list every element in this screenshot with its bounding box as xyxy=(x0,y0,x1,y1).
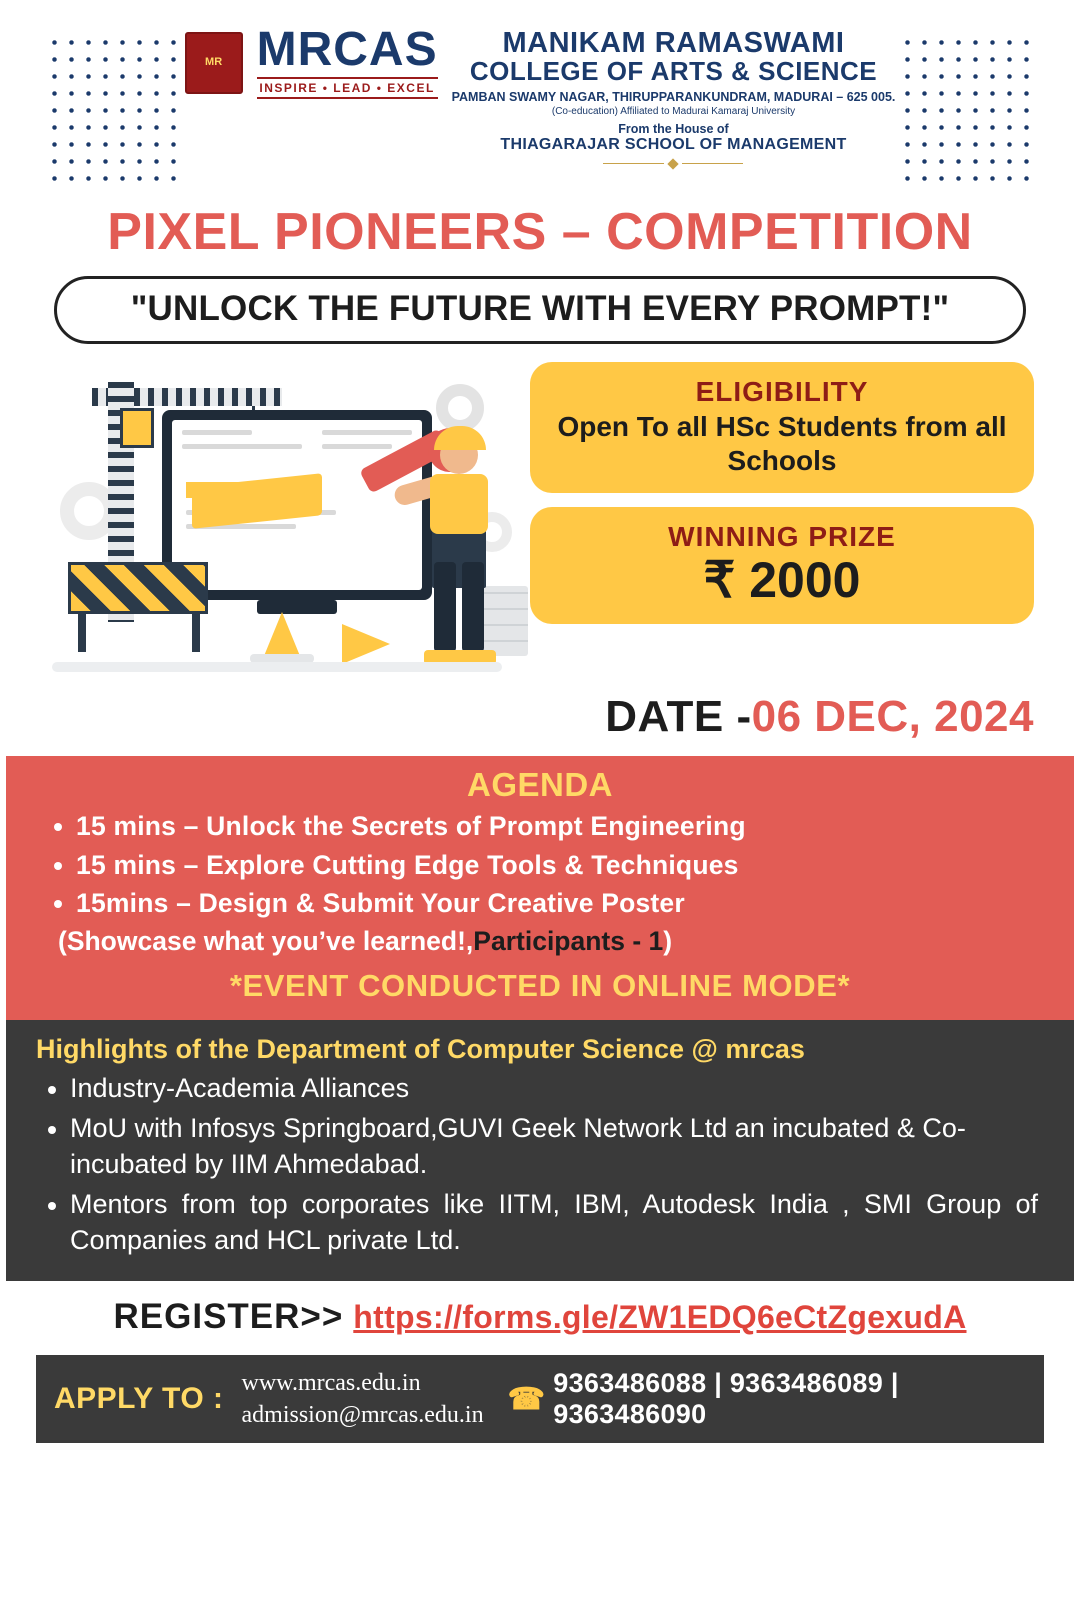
eligibility-heading: ELIGIBILITY xyxy=(695,376,869,407)
highlights-title: Highlights of the Department of Computer Science @ mrcas xyxy=(36,1034,805,1065)
logo-wordmark xyxy=(256,23,438,99)
online-mode-note: *EVENT CONDUCTED IN ONLINE MODE* xyxy=(229,968,851,1004)
mid-section xyxy=(6,362,1074,682)
institution-logo-block xyxy=(6,23,1074,168)
phone-numbers-text: 9363486088 | 9363486089 | 9363486090 xyxy=(553,1368,899,1430)
agenda-section xyxy=(6,756,1074,1020)
list-item: 15mins – Design & Submit Your Creative Poster xyxy=(34,885,1046,922)
house-of-name: THIAGARAJAR SCHOOL OF MANAGEMENT xyxy=(500,135,847,153)
prize-amount: ₹ 2000 xyxy=(703,552,861,609)
eligibility-body: Open To all HSc Students from all Schools xyxy=(557,411,1007,476)
college-name-line2: COLLEGE OF ARTS & SCIENCE xyxy=(469,56,878,87)
agenda-list xyxy=(34,808,1046,922)
agenda-title: AGENDA xyxy=(466,766,613,803)
prize-card xyxy=(530,507,1034,624)
info-cards xyxy=(530,362,1034,682)
list-item: Mentors from top corporates like IITM, IBM, Autodesk India , SMI Group of Companies and HCL private Ltd. xyxy=(36,1187,1044,1259)
agenda-participants: Participants - 1 xyxy=(473,925,664,956)
list-item: 15 mins – Explore Cutting Edge Tools & Techniques xyxy=(34,847,1046,884)
contact-web-block xyxy=(242,1367,484,1432)
logo-text: MRCAS xyxy=(256,23,438,76)
college-address: PAMBAN SWAMY NAGAR, THIRUPPARANKUNDRAM, MADURAI – 625 005. xyxy=(451,89,896,104)
divider-ornament xyxy=(603,160,743,168)
poster-header xyxy=(6,6,1074,196)
phone-icon: ☎ xyxy=(507,1382,546,1416)
register-section xyxy=(6,1281,1074,1349)
date-label: DATE - xyxy=(605,692,752,741)
list-item: Industry-Academia Alliances xyxy=(36,1071,1044,1107)
register-link[interactable]: https://forms.gle/ZW1EDQ6eCtZgexudA xyxy=(353,1298,967,1335)
agenda-note xyxy=(34,924,1046,958)
college-crest-icon: MR xyxy=(185,32,243,94)
college-name-block xyxy=(452,26,896,168)
construction-illustration-icon xyxy=(42,362,512,682)
agenda-note-open: (Showcase what you’ve learned!, xyxy=(58,925,474,956)
college-name-line1: MANIKAM RAMASWAMI xyxy=(502,27,845,59)
eligibility-card xyxy=(530,362,1034,493)
event-subtitle-box xyxy=(54,276,1026,344)
college-affiliation: (Co-education) Affiliated to Madurai Kamaraj University xyxy=(551,105,796,117)
register-label: REGISTER>> xyxy=(113,1296,344,1336)
date-value: 06 DEC, 2024 xyxy=(751,692,1034,741)
list-item: 15 mins – Unlock the Secrets of Prompt Engineering xyxy=(34,808,1046,845)
prize-heading: WINNING PRIZE xyxy=(668,521,896,553)
phone-numbers xyxy=(508,1368,1026,1430)
event-date xyxy=(6,682,1074,742)
footer-contact-bar xyxy=(36,1355,1044,1444)
email-link[interactable]: admission@mrcas.edu.in xyxy=(241,1402,484,1429)
house-of-label: From the House of xyxy=(618,121,729,136)
highlights-section xyxy=(6,1020,1074,1281)
apply-to-label: APPLY TO : xyxy=(54,1382,224,1416)
event-subtitle: "UNLOCK THE FUTURE WITH EVERY PROMPT!" xyxy=(130,289,950,328)
list-item: MoU with Infosys Springboard,GUVI Geek Network Ltd an incubated & Co-incubated by IIM Ahmedabad. xyxy=(36,1111,1044,1183)
event-title: PIXEL PIONEERS – COMPETITION xyxy=(107,203,973,261)
highlights-list xyxy=(36,1071,1044,1259)
website-link[interactable]: www.mrcas.edu.in xyxy=(241,1369,421,1396)
agenda-note-close: ) xyxy=(663,925,673,956)
logo-tagline: INSPIRE • LEAD • EXCEL xyxy=(257,77,438,99)
